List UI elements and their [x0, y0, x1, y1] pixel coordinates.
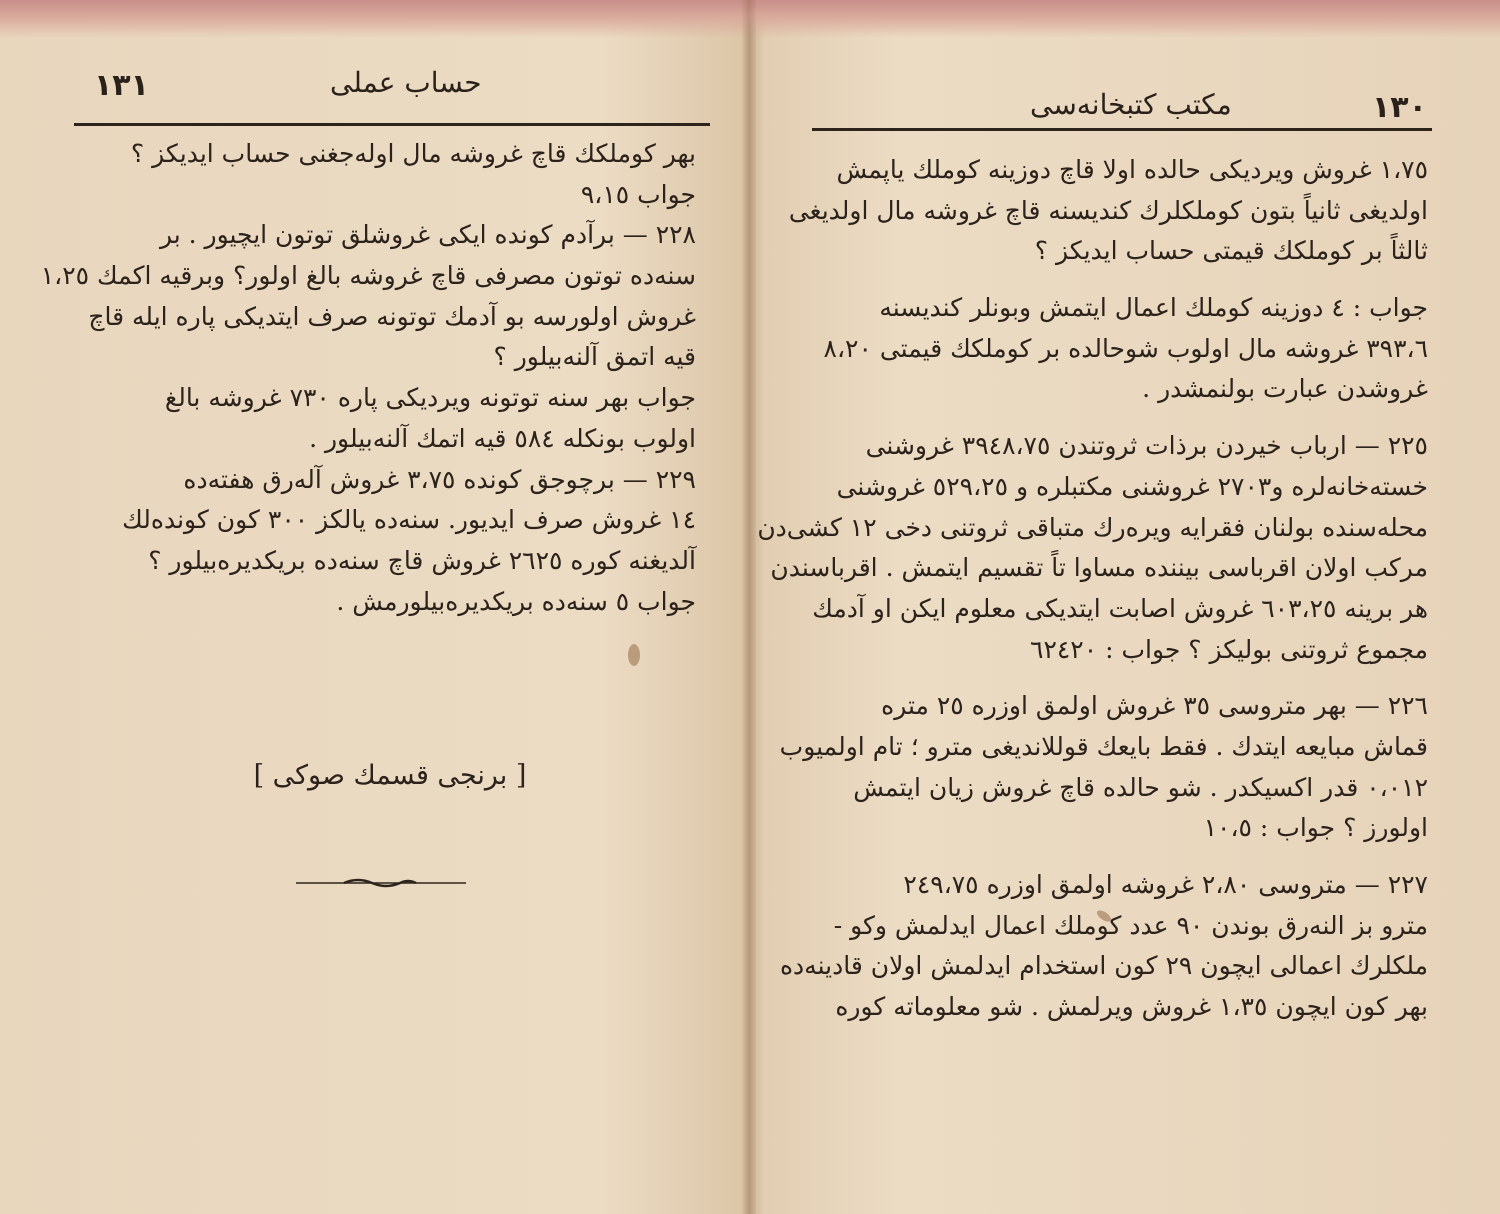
text-line: اولوب بونكله ٥٨٤ قيه اتمك آلنه‌بيلور . [309, 423, 696, 453]
text-line: خسته‌خانه‌لره و٢٧٠٣ غروشنى مكتبلره و ٥٢٩،٢٥ غروشنى [836, 471, 1428, 501]
text-line: ١٤ غروش صرف ايديور. سنه‌ده يالكز ٣٠٠ كون كونده‌لك [122, 505, 696, 535]
text-line: مركب اولان اقرباسى بيننده مساوا تاً تقسيم ايتمش . اقرباسندن [770, 553, 1428, 583]
text-line: غروش اولورسه بو آدمك توتونه صرف ايتديكى پاره ايله قاچ [88, 301, 696, 331]
text-line: ٢٢٦ — بهر متروسى ٣٥ غروش اولمق اوزره ٢٥ متره [881, 691, 1428, 721]
text-line: آلديغنه كوره ٢٦٢٥ غروش قاچ سنه‌ده بريكديره‌بيلور ؟ [148, 545, 696, 575]
right-page [757, 0, 1440, 1214]
right-running-title: مكتب كتبخانه‌سى [1030, 88, 1232, 121]
text-line: جواب ٩،١٥ [580, 179, 696, 209]
text-line: ٠،٠١٢ قدر اكسيكدر . شو حالده قاچ غروش زيان ايتمش [853, 772, 1428, 802]
text-line: بهر كون ايچون ١،٣٥ غروش ويرلمش . شو معلوماته كوره [835, 992, 1428, 1022]
text-line: ١،٧٥ غروش ويرديكى حالده اولا قاچ دوزينه كوملك ياپمش [836, 155, 1428, 184]
section-end-note: [ برنجى قسمك صوكى ] [253, 760, 527, 791]
right-page-number: ١٣٠ [1372, 90, 1427, 125]
left-header-rule [74, 123, 710, 126]
text-line: محله‌سنده بولنان فقرايه ويره‌رك متباقى ثروتنى دخى ١٢ كشى‌دن [757, 512, 1428, 542]
left-page-number: ١٣١ [94, 68, 149, 103]
right-page-body [757, 150, 1428, 1028]
left-page [40, 0, 720, 1214]
text-line: قماش مبايعه ايتدك . فقط بايعك قوللانديغى مترو ؛ تام اولميوب [779, 731, 1428, 761]
ornament-divider [296, 876, 466, 890]
left-page-header [60, 66, 720, 110]
text-line: سنه‌ده توتون مصرفى قاچ غروشه بالغ اولور؟ وبرقيه اكمك ١،٢٥ [40, 261, 696, 291]
text-line: ثالثاً بر كوملكك قيمتى حساب ايديكز ؟ [1034, 236, 1428, 266]
text-line: مجموع ثروتنى بوليكز ؟ جواب : ٦٢٤٢٠ [1030, 634, 1428, 664]
text-line: ٢٢٨ — برآدم كونده ايكى غروشلق توتون ايچيور . بر [159, 220, 696, 250]
text-line: ٢٢٩ — برچوجق كونده ٣،٧٥ غروش آله‌رق هفته‌ده [183, 464, 696, 494]
text-line: هر برينه ٦٠٣،٢٥ غروش اصابت ايتديكى معلوم ايكن او آدمك [812, 593, 1428, 623]
paragraph-gap [820, 410, 1428, 426]
left-page-body [40, 134, 696, 622]
text-line: ملكلرك اعمالى ايچون ٢٩ كون استخدام ايدلمش اولان قادينه‌ده [779, 951, 1428, 981]
paragraph-gap [820, 272, 1428, 288]
text-line: جواب ٥ سنه‌ده بريكديره‌بيلورمش . [336, 586, 696, 616]
paragraph-gap [820, 670, 1428, 686]
right-header-rule [812, 128, 1432, 131]
text-line: ٢٢٥ — ارباب خيردن برذات ثروتندن ٣٩٤٨،٧٥ غروشنى [865, 431, 1428, 461]
left-running-title: حساب عملى [330, 66, 482, 99]
paragraph-gap [820, 849, 1428, 865]
text-line: ٣٩٣،٦ غروشه مال اولوب شوحالده بر كوملكك قيمتى ٨،٢٠ [823, 333, 1428, 363]
text-line: جواب : ٤ دوزينه كوملك اعمال ايتمش وبونلر كنديسنه [879, 293, 1428, 323]
text-line: اولديغى ثانياً بتون كوملكلرك كنديسنه قاچ غروشه مال اولديغى [788, 195, 1428, 225]
text-line: غروشدن عبارت بولنمشدر . [1142, 374, 1428, 404]
ink-stain [628, 644, 640, 666]
text-line: مترو بز النه‌رق بوندن ٩٠ عدد كوملك اعمال ايدلمش وكو - [833, 910, 1428, 940]
text-line: قيه اتمق آلنه‌بيلور ؟ [493, 342, 696, 372]
book-gutter [742, 0, 756, 1214]
right-page-header [800, 66, 1440, 125]
text-line: جواب بهر سنه توتونه ويرديكى پاره ٧٣٠ غروشه بالغ [164, 383, 696, 413]
text-line: ٢٢٧ — متروسى ٢،٨٠ غروشه اولمق اوزره ٢٤٩،٧٥ [903, 870, 1428, 899]
text-line: بهر كوملكك قاچ غروشه مال اوله‌جغنى حساب ايديكز ؟ [130, 139, 696, 168]
text-line: اولورز ؟ جواب : ١٠،٥ [1203, 813, 1428, 843]
